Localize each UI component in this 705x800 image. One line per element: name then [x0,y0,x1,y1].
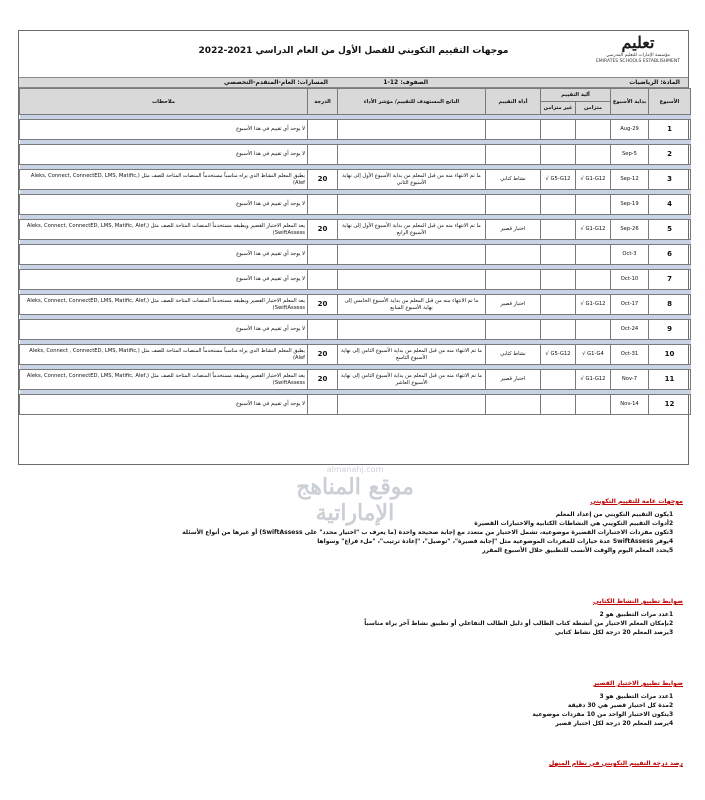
col-sync: متزامن [576,102,611,115]
item-number: 2 [669,702,674,709]
cell-note: لا يوجد أي تقييم في هذا الأسبوع [20,395,308,415]
cell-grade [308,395,338,415]
cell-async [541,195,576,215]
cell-sync [576,270,611,290]
cell-start: Nov-7 [611,370,649,390]
cell-sync: √ G1-G12 [576,370,611,390]
item-text: يحدد المعلم اليوم والوقت الأنسب للتطبيق خلال الأسبوع المقرر [482,547,669,554]
cell-note: لا يوجد أي تقييم في هذا الأسبوع [20,245,308,265]
item-number: 5 [669,547,674,554]
cell-tool: نشاط كتابي [486,170,541,190]
cell-tool [486,245,541,265]
item-text: بإمكان المعلم الاختيار من أنشطة كتاب الطالب أو دليل الطالب التفاعلي أو تطبيق نشاط آخر يراه مناسباً [364,620,669,627]
col-tool: أداة التقييم [486,89,541,115]
item-number: 4 [669,538,674,545]
cell-week: 2 [649,145,691,165]
cell-outcome: ما تم الانتهاء منه من قبل المعلم من بداية الأسبوع الخامس إلى نهاية الأسبوع السابع [338,295,486,315]
guideline-section [43,498,683,555]
cell-outcome: ما تم الانتهاء منه من قبل المعلم من بداية الأسبوع الأول إلى نهاية الأسبوع الثاني [338,170,486,190]
item-number: 1 [669,511,674,518]
cell-outcome [338,145,486,165]
item-text: يرصد المعلم 20 درجة لكل نشاط كتابي [555,629,669,636]
watermark-text: موقع المناهج الإماراتية [296,474,414,526]
guideline-section [43,598,683,637]
guideline-item [43,619,683,628]
item-number: 1 [669,611,674,618]
page-title: موجهات التقييم التكويني للفصل الأول من العام الدراسي 2021-2022 [198,46,509,56]
guideline-item [43,701,683,710]
cell-week: 4 [649,195,691,215]
item-number: 3 [669,629,674,636]
cell-start: Sep-5 [611,145,649,165]
watermark-url: almanahj.com [326,465,384,474]
cell-async [541,295,576,315]
cell-grade: 20 [308,295,338,315]
cell-grade [308,270,338,290]
cell-grade: 20 [308,370,338,390]
cell-tool: اختبار قصير [486,295,541,315]
guideline-item [43,528,683,537]
logo-word: تعليم [621,33,655,52]
item-number: 3 [669,711,674,718]
cell-note: يطبق المعلم النشاط الذي يراه مناسباً مستخدماً المنصات المتاحة للصف مثل (Aleks, Connect, ConnectED, LMS, Matific, Alef) [20,170,308,190]
item-number: 3 [669,529,674,536]
guideline-item [43,719,683,728]
guideline-item [43,628,683,637]
cell-async [541,145,576,165]
table-row [20,345,691,365]
section-heading: ضوابط تطبيق الاختبار القصير [593,680,683,687]
cell-grade [308,320,338,340]
cell-grade: 20 [308,220,338,240]
cell-async [541,370,576,390]
track-label: المسارات: العام-المتقدم-التخصصي [224,79,328,86]
table-body [20,115,691,415]
cell-week: 10 [649,345,691,365]
cell-outcome [338,245,486,265]
item-text: عدد مرات التطبيق هو 2 [599,611,669,618]
cell-async [541,245,576,265]
cell-tool [486,270,541,290]
cell-sync: √ G1-G12 [576,295,611,315]
item-number: 2 [669,520,674,527]
cell-sync: √ G1-G12 [576,220,611,240]
col-async: غير متزامن [541,102,576,115]
col-notes: ملاحظات [20,89,308,115]
cell-grade [308,245,338,265]
cell-week: 7 [649,270,691,290]
col-start: بداية الأسبوع [611,89,649,115]
cell-start: Aug-29 [611,120,649,140]
document-header [19,31,688,73]
cell-sync [576,395,611,415]
guideline-item [43,710,683,719]
col-outcome: الناتج المستهدف للتقييم/ مؤشر الأداء [338,89,486,115]
cell-start: Oct-24 [611,320,649,340]
cell-sync [576,245,611,265]
cell-note: يطبق المعلم النشاط الذي يراه مناسباً مستخدماً المنصات المتاحة للصف مثل (Aleks, Connect , ConnectED, LMS, Matific, Alef) [20,345,308,365]
cell-outcome [338,270,486,290]
cell-note: لا يوجد أي تقييم في هذا الأسبوع [20,120,308,140]
cell-note: لا يوجد أي تقييم في هذا الأسبوع [20,195,308,215]
item-number: 1 [669,693,674,700]
cell-async [541,270,576,290]
cell-grade: 20 [308,345,338,365]
item-text: يكون التقييم التكويني من إعداد المعلم [555,511,669,518]
grade-label: الصفوف: 12-1 [383,79,428,86]
cell-tool: اختبار قصير [486,370,541,390]
logo-subtitle: مؤسسة الإمارات للتعليم المدرسي [606,53,670,58]
cell-sync [576,320,611,340]
cell-week: 12 [649,395,691,415]
cell-tool [486,120,541,140]
item-text: أدوات التقييم التكويني هي النشاطات الكتابية والاختبارات القصيرة [474,520,669,527]
guideline-item [43,546,683,555]
col-mechanism: آلية التقييم [541,89,611,102]
cell-async [541,220,576,240]
cell-sync [576,145,611,165]
cell-grade [308,145,338,165]
cell-async: √ G5-G12 [541,345,576,365]
section-heading: موجهات عامة للتقييم التكويني [590,498,683,505]
cell-start: Nov-14 [611,395,649,415]
cell-start: Oct-10 [611,270,649,290]
cell-tool: اختبار قصير [486,220,541,240]
cell-outcome [338,395,486,415]
cell-note: لا يوجد أي تقييم في هذا الأسبوع [20,320,308,340]
table-row [20,270,691,290]
table-row [20,370,691,390]
cell-tool [486,320,541,340]
cell-start: Oct-31 [611,345,649,365]
cell-sync: √ G1-G12 [576,170,611,190]
table-row [20,170,691,190]
cell-grade: 20 [308,170,338,190]
item-text: مدة كل اختبار قصير هي 30 دقيقة [567,702,669,709]
cell-tool [486,395,541,415]
cell-week: 3 [649,170,691,190]
assessment-table [19,88,691,415]
cell-week: 5 [649,220,691,240]
cell-week: 1 [649,120,691,140]
guideline-item [43,537,683,546]
cell-week: 8 [649,295,691,315]
cell-async: √ G5-G12 [541,170,576,190]
cell-note: يعد المعلم الاختبار القصير ويطبقه مستخدماً المنصات المتاحة للصف مثل (Aleks, Connect, ConnectED, LMS, Matific, Alef, SwiftAssess) [20,220,308,240]
cell-start: Oct-17 [611,295,649,315]
table-row [20,120,691,140]
table-row [20,295,691,315]
logo-subtitle-en: EMIRATES SCHOOLS ESTABLISHMENT [595,59,681,64]
cell-start: Sep-12 [611,170,649,190]
section-heading: ضوابط تطبيق النشاط الكتابي [593,598,683,605]
table-row [20,145,691,165]
table-row [20,220,691,240]
item-text: يوفر SwiftAssess عدة خيارات للمفردات الموضوعية مثل "إجابة قصيرة"، "توصيل"، "إعادة ترتيب"، "ملء فراغ" وسواها [317,538,669,545]
item-text: يتكون الاختبار الواحد من 10 مفردات موضوعية [532,711,669,718]
cell-week: 6 [649,245,691,265]
item-number: 2 [669,620,674,627]
table-row [20,395,691,415]
guideline-item [43,510,683,519]
cell-week: 9 [649,320,691,340]
cell-note: لا يوجد أي تقييم في هذا الأسبوع [20,270,308,290]
document-page [18,30,689,465]
cell-async [541,395,576,415]
cell-outcome [338,195,486,215]
item-number: 4 [669,720,674,727]
cell-grade [308,195,338,215]
col-week: الأسبوع [649,89,691,115]
guideline-section [43,760,683,772]
cell-tool: نشاط كتابي [486,345,541,365]
cell-outcome: ما تم الانتهاء منه من قبل المعلم من بداية الأسبوع الثامن إلى نهاية الأسبوع العاشر [338,370,486,390]
guideline-item [43,692,683,701]
guideline-item [43,610,683,619]
table-row [20,320,691,340]
cell-note: يعد المعلم الاختبار القصير ويطبقه مستخدماً المنصات المتاحة للصف مثل (Aleks, Connect, ConnectED, LMS, Matific, Alef, SwiftAssess) [20,370,308,390]
guideline-item [43,519,683,528]
cell-async [541,320,576,340]
cell-async [541,120,576,140]
meta-bar [19,77,688,88]
cell-sync [576,120,611,140]
cell-grade [308,120,338,140]
item-text: تكون مفردات الاختبارات القصيرة موضوعية، تشمل الاختيار من متعدد مع إجابة صحيحة واحدة (ما يعرف ب "اختيار محدد" على SwiftAssess) أو غيرها من أنواع الأسئلة [182,529,669,536]
cell-start: Sep-26 [611,220,649,240]
cell-outcome [338,120,486,140]
cell-outcome: ما تم الانتهاء منه من قبل المعلم من بداية الأسبوع الأول إلى نهاية الأسبوع الرابع [338,220,486,240]
col-grade: الدرجة [308,89,338,115]
cell-sync [576,195,611,215]
cell-start: Oct-3 [611,245,649,265]
cell-note: لا يوجد أي تقييم في هذا الأسبوع [20,145,308,165]
table-row [20,195,691,215]
cell-tool [486,145,541,165]
cell-note: يعد المعلم الاختبار القصير ويطبقه مستخدماً المنصات المتاحة للصف مثل (Aleks, Connect, ConnectED, LMS, Matific, Alef, SwiftAssess) [20,295,308,315]
item-text: يرصد المعلم 20 درجة لكل اختبار قصير [555,720,669,727]
subject-label: المادة: الرياضيات [629,79,680,86]
item-text: عدد مرات التطبيق هو 3 [599,693,669,700]
cell-outcome: ما تم الانتهاء منه من قبل المعلم من بداية الأسبوع الثامن إلى نهاية الأسبوع التاسع [338,345,486,365]
cell-start: Sep-19 [611,195,649,215]
cell-tool [486,195,541,215]
cell-sync: √ G1-G4 [576,345,611,365]
cell-week: 11 [649,370,691,390]
guideline-section [43,680,683,728]
cell-outcome [338,320,486,340]
section-heading: رصد درجة التقييم التكويني في نظام المنهل [548,760,683,767]
table-row [20,245,691,265]
